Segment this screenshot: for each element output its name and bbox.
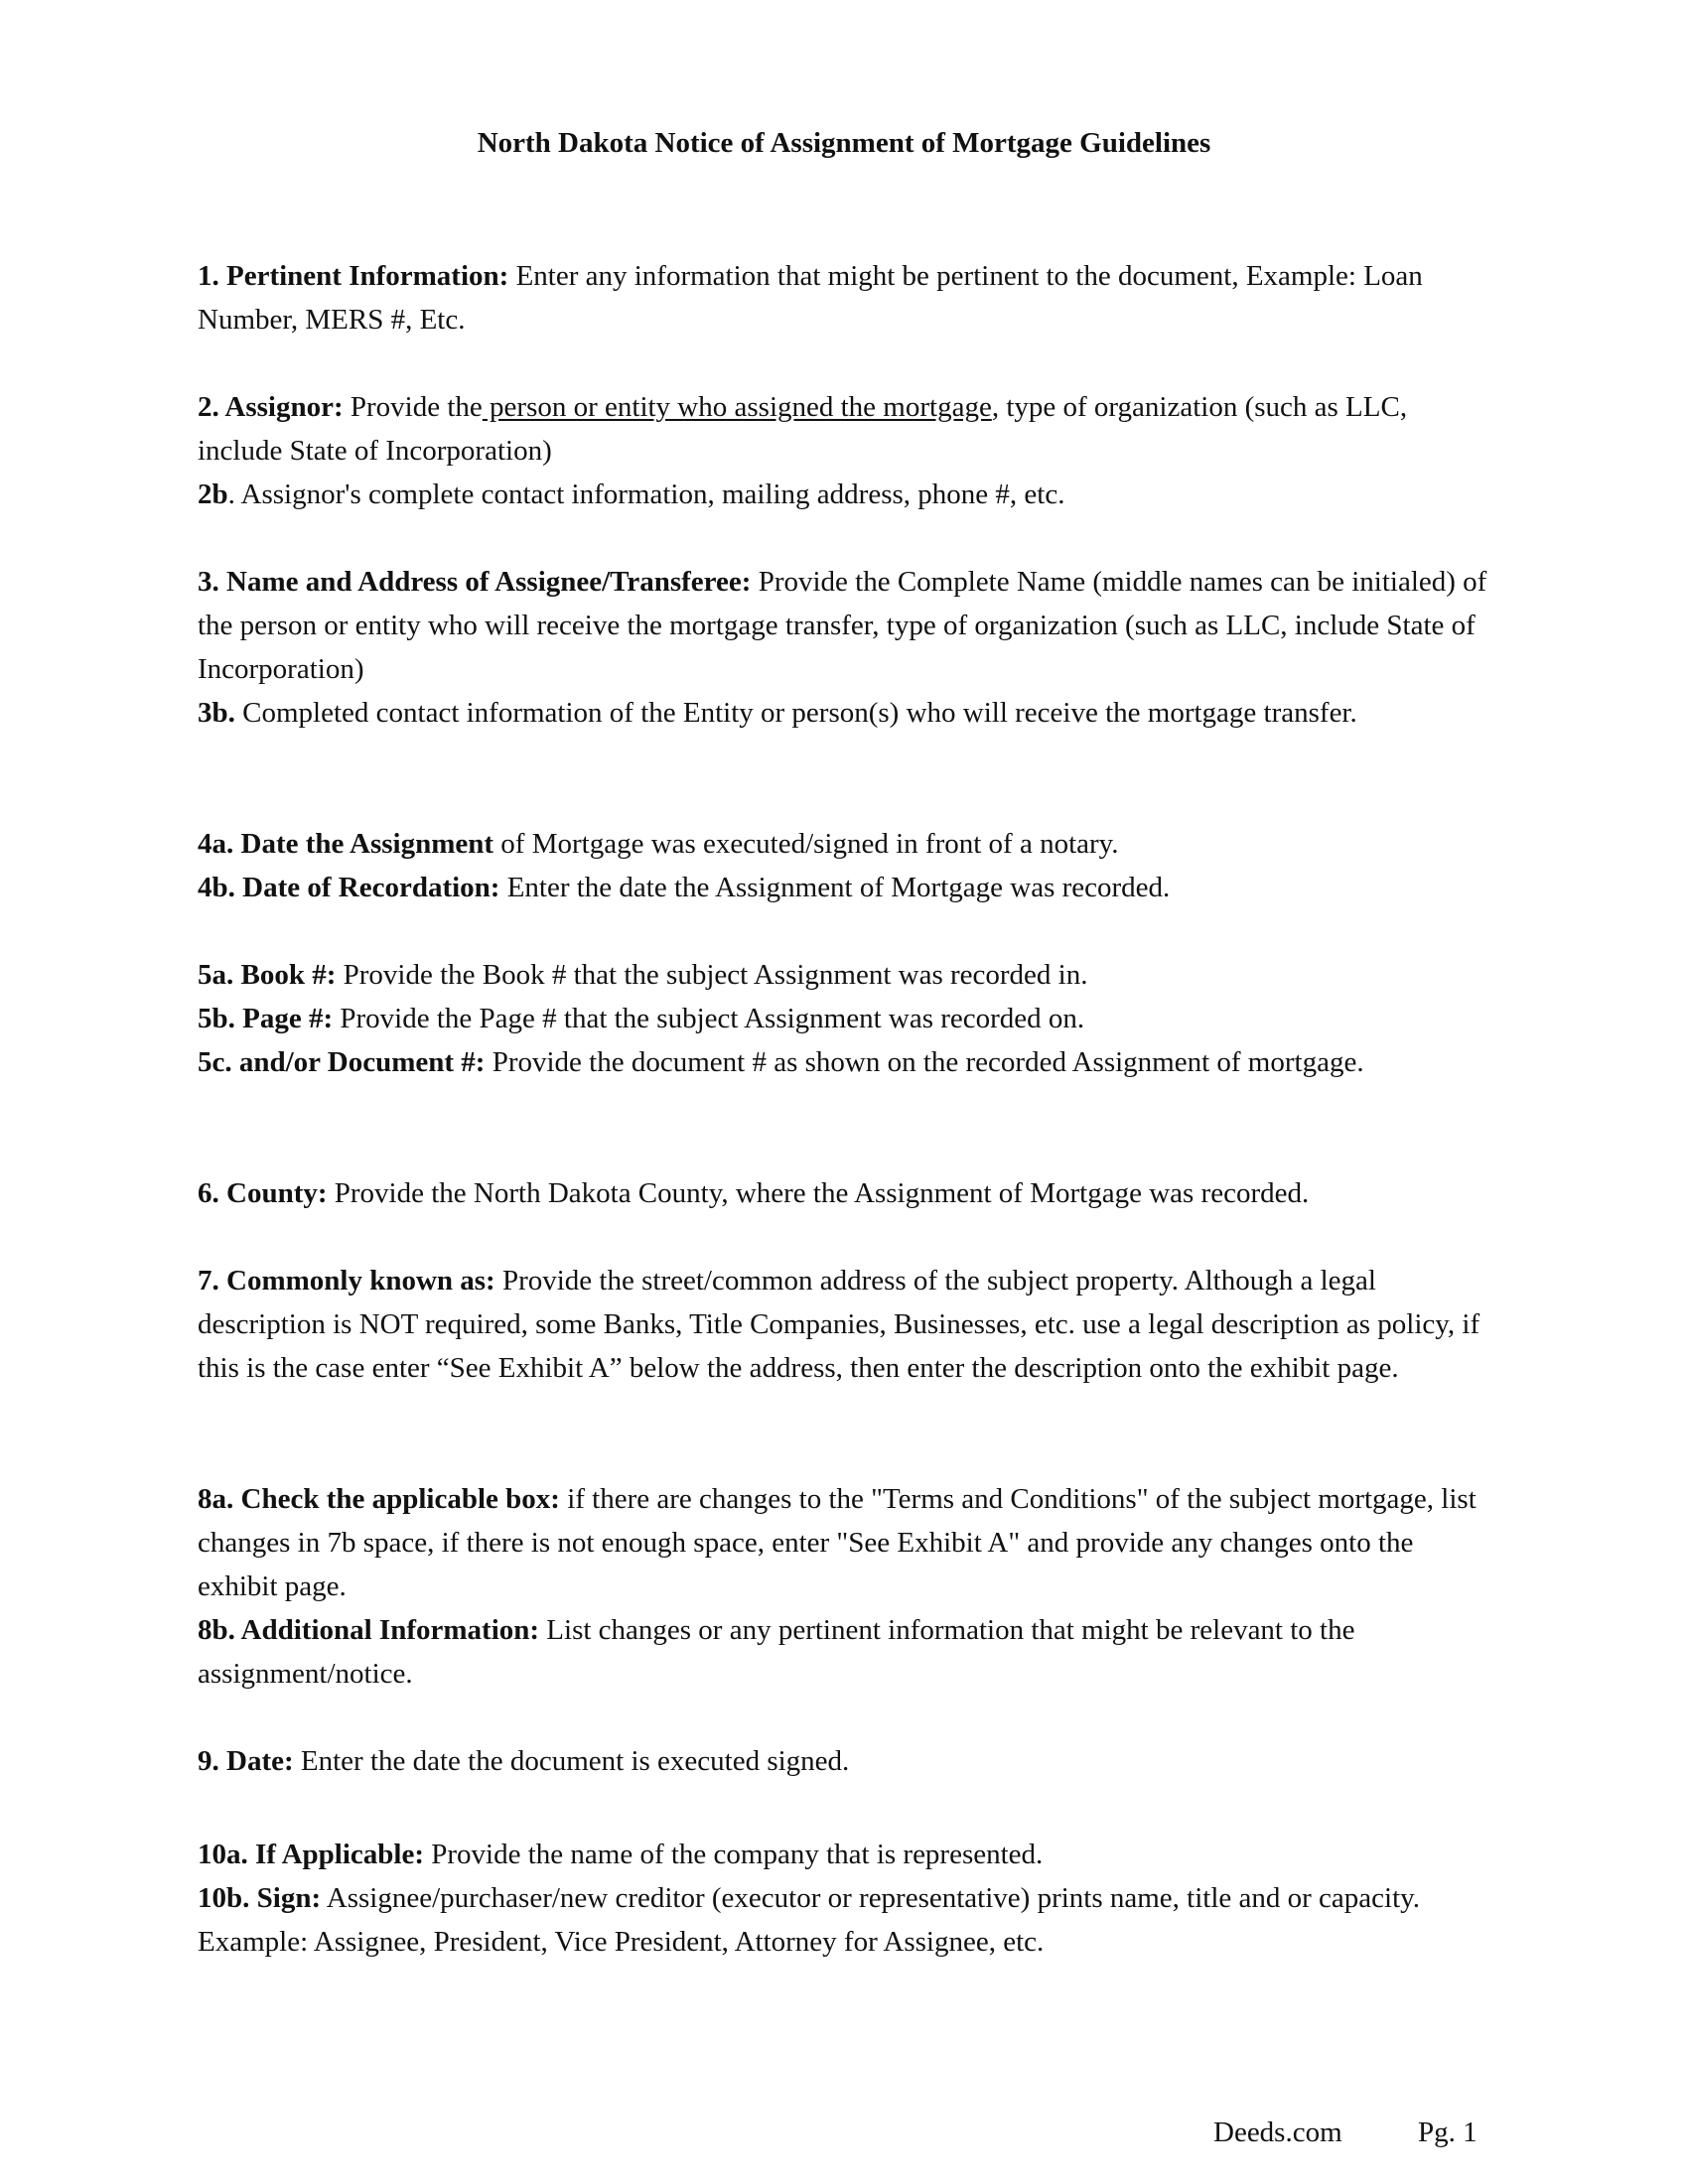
section-text: Provide the Page # that the subject Assignment was recorded on.: [333, 1003, 1085, 1034]
section-text: Provide the: [343, 391, 483, 423]
section-text: List changes or any pertinent information that might be relevant to the assignment/notice.: [198, 1614, 1355, 1690]
section-label: 10a. If Applicable:: [198, 1839, 424, 1870]
section-text: Provide the Book # that the subject Assignment was recorded in.: [336, 959, 1088, 991]
section-label: 6. County:: [198, 1177, 328, 1209]
section-label: 4b. Date of Recordation:: [198, 872, 500, 903]
section-text: Assignee/purchaser/new creditor (executor or representative) prints name, title and or capacity. Example: Assignee, President, Vice President, Attorney for Assignee, etc.: [198, 1882, 1421, 1958]
section-label: 1. Pertinent Information:: [198, 260, 509, 292]
section-7-commonly-known-as: [198, 1259, 1498, 1390]
section-text: of Mortgage was executed/signed in front of a notary.: [493, 828, 1119, 860]
section-label: 5a. Book #:: [198, 959, 337, 991]
section-5-recording-info: [198, 953, 1498, 1084]
section-text: Completed contact information of the Entity or person(s) who will receive the mortgage transfer.: [234, 697, 1357, 729]
section-6-county: [198, 1171, 1498, 1215]
section-text: Provide the North Dakota County, where the Assignment of Mortgage was recorded.: [327, 1177, 1310, 1209]
section-label: 8b. Additional Information:: [198, 1614, 540, 1646]
section-label: 3b.: [198, 697, 235, 729]
underlined-text: person or entity who assigned the mortgage: [482, 391, 992, 423]
section-8-terms-and-info: [198, 1477, 1498, 1696]
section-text: . Assignor's complete contact information, mailing address, phone #, etc.: [227, 478, 1065, 510]
section-1-pertinent-information: [198, 254, 1498, 341]
footer-page-number: Pg. 1: [1418, 2116, 1477, 2148]
section-label: 5c. and/or Document #:: [198, 1046, 486, 1078]
section-label: 5b. Page #:: [198, 1003, 334, 1034]
section-text: Enter the date the Assignment of Mortgage was recorded.: [499, 872, 1171, 903]
section-text: Enter the date the document is executed signed.: [293, 1745, 850, 1777]
section-label: 3. Name and Address of Assignee/Transferee:: [198, 566, 752, 598]
section-4-dates: [198, 822, 1498, 909]
section-label: 10b. Sign:: [198, 1882, 322, 1914]
section-2-assignor: [198, 385, 1498, 516]
section-label: 8a. Check the applicable box:: [198, 1483, 560, 1515]
section-3-assignee: [198, 560, 1498, 735]
document-title: North Dakota Notice of Assignment of Mortgage Guidelines: [477, 127, 1211, 159]
section-text: Provide the street/common address of the subject property. Although a legal description is NOT required, some Banks, Title Companies, Businesses, etc. use a legal description as policy, if this is the case enter “See Exhibit A” below the address, then enter the description onto the exhibit page.: [198, 1265, 1480, 1384]
section-label: 2. Assignor:: [198, 391, 344, 423]
section-text: Enter any information that might be pertinent to the document, Example: Loan Number, MERS #, Etc.: [198, 260, 1423, 336]
section-9-date: [198, 1739, 1498, 1783]
section-text: Provide the Complete Name (middle names can be initialed) of the person or entity who will receive the mortgage transfer, type of organization (such as LLC, include State of Incorporation): [198, 566, 1487, 685]
section-label: 4a. Date the Assignment: [198, 828, 494, 860]
section-label: 2b: [198, 478, 228, 510]
footer-site-name: Deeds.com: [1213, 2116, 1342, 2148]
section-text: if there are changes to the "Terms and Conditions" of the subject mortgage, list changes in 7b space, if there is not enough space, enter "See Exhibit A" and provide any changes onto the exhibit page.: [198, 1483, 1477, 1602]
section-text: Provide the document # as shown on the recorded Assignment of mortgage.: [485, 1046, 1364, 1078]
section-label: 7. Commonly known as:: [198, 1265, 495, 1297]
section-text: Provide the name of the company that is represented.: [424, 1839, 1044, 1870]
section-label: 9. Date:: [198, 1745, 294, 1777]
section-10-signature: [198, 1833, 1498, 1964]
section-text: , type of organization (such as LLC, include State of Incorporation): [198, 391, 1408, 467]
